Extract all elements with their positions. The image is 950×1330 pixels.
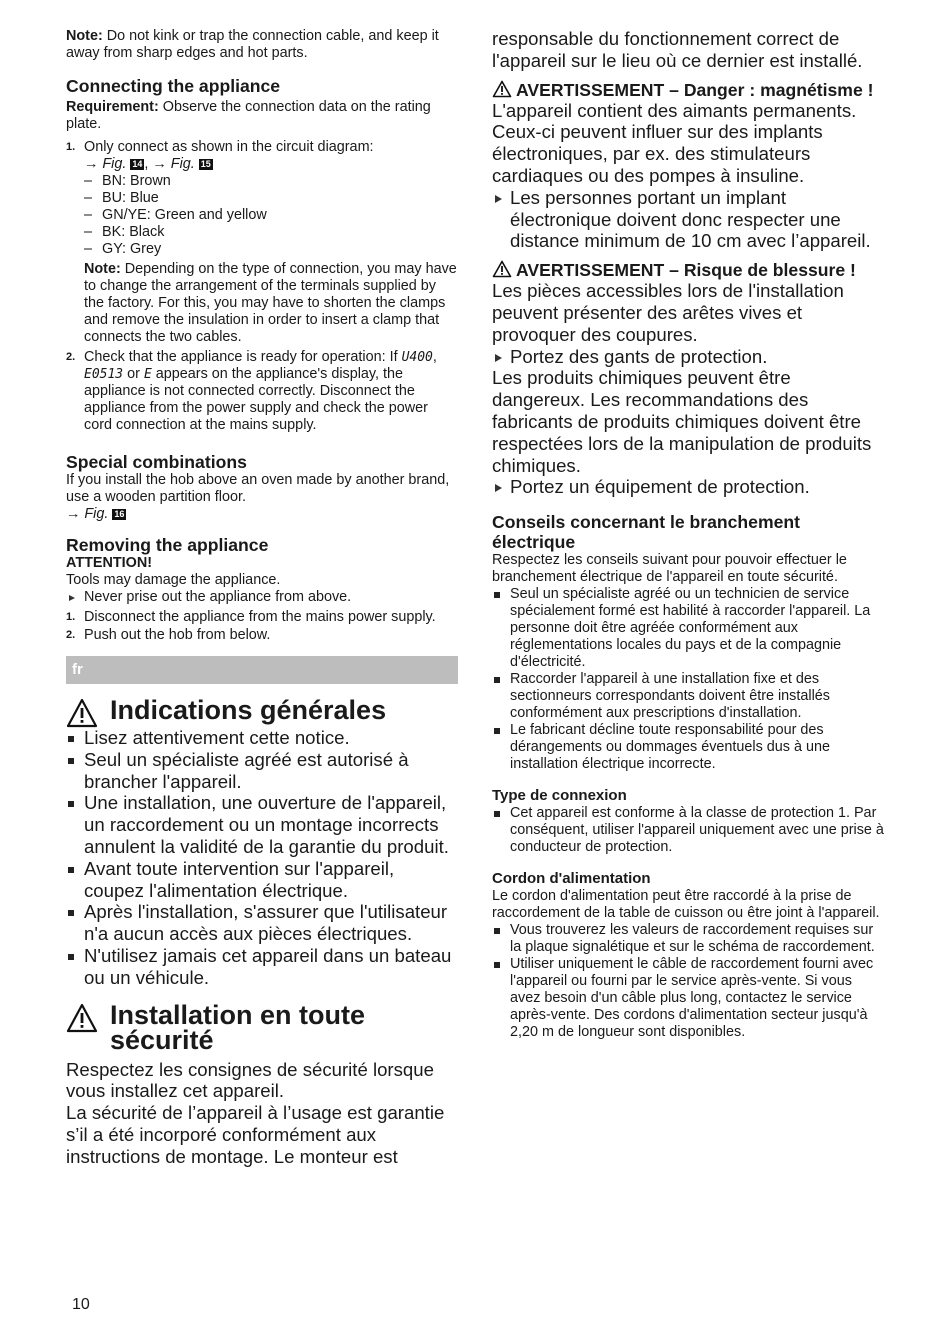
wire-item: – GN/YE: Green and yellow bbox=[84, 207, 458, 224]
cordon-list bbox=[492, 922, 884, 1041]
display-code-u400: U400 bbox=[401, 350, 433, 365]
warning-icon bbox=[66, 698, 98, 728]
heading-removing-appliance: Removing the appliance bbox=[66, 535, 269, 555]
warning-injury-bullets bbox=[492, 346, 884, 368]
conseils-intro: Respectez les conseils suivant pour pouvoir effectuer le branchement électrique de l'appareil en toute sécurité. bbox=[492, 552, 847, 586]
fig-16-badge: 16 bbox=[114, 509, 125, 519]
warning-magnetism-text: L'appareil contient des aimants permanents. Ceux-ci peuvent influer sur des implants électroniques, par ex. des stimulateurs cardiaques ou des pompes à insuline. bbox=[492, 99, 857, 186]
wire-item: – BU: Blue bbox=[84, 190, 458, 207]
chemicals-text: Les produits chimiques peuvent être dangereux. Les recommandations des fabricants de produits chimiques doivent être respectées lors de la manipulation de produits chimiques. bbox=[492, 367, 872, 476]
install-paragraph-continued: responsable du fonctionnement correct de l'appareil sur le lieu où ce dernier est installé. bbox=[492, 28, 863, 71]
connecting-steps bbox=[66, 139, 458, 434]
fig-14-badge: 14 bbox=[132, 159, 143, 169]
heading-indications-generales: Indications générales bbox=[66, 698, 458, 723]
list-item: Après l'installation, s'assurer que l'utilisateur n'a aucun accès aux pièces électriques. bbox=[66, 901, 458, 945]
removing-steps bbox=[66, 609, 458, 644]
list-item: Utiliser uniquement le câble de raccordement fourni avec l'appareil ou fourni par le service après-vente. Si vous avez besoin d'un câble plus long, contactez le service après-vente. Des cordons d'alimentation secteur jusqu'à 2,20 m de longueur sont disponibles. bbox=[492, 956, 884, 1041]
bullet-item: Portez des gants de protection. bbox=[492, 346, 884, 368]
bullet-item: Portez un équipement de protection. bbox=[492, 476, 884, 498]
step-2: 2. Check that the appliance is ready for operation: If U400, E0513 or E appears on the appliance's display, the appliance is not connected correctly. Disconnect the appliance from the power supply and check the power cord connection at the mains supply. bbox=[66, 349, 437, 433]
warning-icon bbox=[492, 260, 512, 278]
wire-color-list bbox=[84, 173, 458, 258]
list-item: Raccorder l'appareil à une installation fixe et des sectionneurs correspondants doivent être installés conformément aux prescriptions d'installation. bbox=[492, 671, 884, 722]
left-column bbox=[66, 28, 458, 1168]
fig-15-badge: 15 bbox=[200, 159, 211, 169]
heading-connecting-appliance: Connecting the appliance bbox=[66, 76, 281, 96]
conseils-list bbox=[492, 586, 884, 773]
right-column bbox=[492, 28, 884, 1041]
requirement-text: Requirement: Observe the connection data on the rating plate. bbox=[66, 99, 431, 132]
general-indications-list bbox=[66, 727, 458, 989]
list-item: Vous trouverez les valeurs de raccordement requises sur la plaque signalétique et sur le schéma de raccordement. bbox=[492, 922, 884, 956]
display-code-e0513: E0513 bbox=[84, 367, 124, 382]
heading-warning-injury: AVERTISSEMENT – Risque de blessure ! bbox=[492, 260, 884, 280]
note-connection-cable: Note: Do not kink or trap the connection cable, and keep it away from sharp edges and hot parts. bbox=[66, 28, 439, 61]
wire-item: – BK: Black bbox=[84, 224, 458, 241]
heading-cordon-alimentation: Cordon d'alimentation bbox=[492, 870, 651, 888]
list-item: Seul un spécialiste agréé ou un technicien de service spécialement formé est habilité à raccorder l'appareil. La personne doit être agréée conformément aux réglementations locales du pays et de la compagnie d'électricité. bbox=[492, 586, 884, 671]
list-item: Cet appareil est conforme à la classe de protection 1. Par conséquent, utiliser l'appareil uniquement avec une prise à conducteur de protection. bbox=[492, 805, 884, 856]
special-text: If you install the hob above an oven made by another brand, use a wooden partition floor. bbox=[66, 472, 450, 505]
wire-item: – BN: Brown bbox=[84, 173, 458, 190]
warning-icon bbox=[66, 1003, 98, 1033]
list-item: Le fabricant décline toute responsabilité pour des dérangements ou dommages éventuels dus à une installation électrique incorrecte. bbox=[492, 722, 884, 773]
note-terminals: Note: Depending on the type of connection, you may have to change the arrangement of the terminals supplied by the factory. For this, you may have to shorten the clamps and remove the insulation in order to insert a clamp that connects the two cables. bbox=[84, 261, 457, 345]
page-number: 10 bbox=[72, 1296, 90, 1313]
bullet-item: Never prise out the appliance from above. bbox=[66, 589, 458, 606]
warning-injury-text: Les pièces accessibles lors de l'installation peuvent présenter des arêtes vives et provoquer des coupures. bbox=[492, 280, 844, 345]
heading-type-connexion: Type de connexion bbox=[492, 787, 627, 805]
type-connexion-list bbox=[492, 805, 884, 856]
heading-warning-magnetism: AVERTISSEMENT – Danger : magnétisme ! bbox=[492, 80, 884, 100]
list-item: Avant toute intervention sur l'appareil, coupez l'alimentation électrique. bbox=[66, 858, 458, 902]
heading-special-combinations: Special combinations bbox=[66, 452, 247, 472]
list-item: Seul un spécialiste agréé est autorisé à brancher l'appareil. bbox=[66, 749, 458, 793]
list-item: Une installation, une ouverture de l'appareil, un raccordement ou un montage incorrects annulent la validité de la garantie du produit. bbox=[66, 792, 458, 857]
tools-warning: Tools may damage the appliance. bbox=[66, 572, 281, 588]
warning-magnetism-bullets bbox=[492, 187, 884, 252]
step-1: 1. Disconnect the appliance from the mains power supply. bbox=[66, 609, 436, 625]
display-code-e: E bbox=[143, 367, 152, 382]
install-paragraph-1: Respectez les consignes de sécurité lorsque vous installez cet appareil. bbox=[66, 1058, 434, 1102]
chemicals-bullets bbox=[492, 476, 884, 498]
removing-bullets bbox=[66, 589, 458, 606]
list-item: Lisez attentivement cette notice. bbox=[66, 727, 458, 749]
warning-icon bbox=[492, 80, 512, 98]
language-bar-fr: fr bbox=[66, 656, 458, 684]
list-item: N'utilisez jamais cet appareil dans un bateau ou un véhicule. bbox=[66, 945, 458, 989]
special-fig-ref: → Fig. 16 bbox=[66, 506, 125, 522]
wire-item: – GY: Grey bbox=[84, 241, 458, 258]
step-2: 2. Push out the hob from below. bbox=[66, 627, 271, 643]
attention-label: ATTENTION! bbox=[66, 555, 153, 571]
install-paragraph-2: La sécurité de l’appareil à l’usage est garantie s’il a été incorporé conformément aux instructions de montage. Le monteur est bbox=[66, 1102, 445, 1167]
heading-installation-securite: Installation en toute sécurité bbox=[66, 1003, 458, 1053]
step-1: 1. Only connect as shown in the circuit diagram: → Fig. 14 , → Fig. 15 – BN: Brown – BU: Blue – GN/YE: Green and yellow – BK: Black – GY: Grey Note: Depending on the type of connection, you may have to change the arrangement of the terminals supplied by the factory. For this, you may have to shorten the clamps and remove the insulation in order to insert a clamp that connects the two cables. bbox=[66, 139, 458, 346]
bullet-item: Les personnes portant un implant électronique doivent donc respecter une distance minimum de 10 cm avec l’appareil. bbox=[492, 187, 884, 252]
heading-conseils-branchement: Conseils concernant le branchement électrique bbox=[492, 512, 800, 553]
cordon-text: Le cordon d'alimentation peut être raccordé à la prise de raccordement de la table de cuisson ou être joint à l'appareil. bbox=[492, 888, 880, 922]
